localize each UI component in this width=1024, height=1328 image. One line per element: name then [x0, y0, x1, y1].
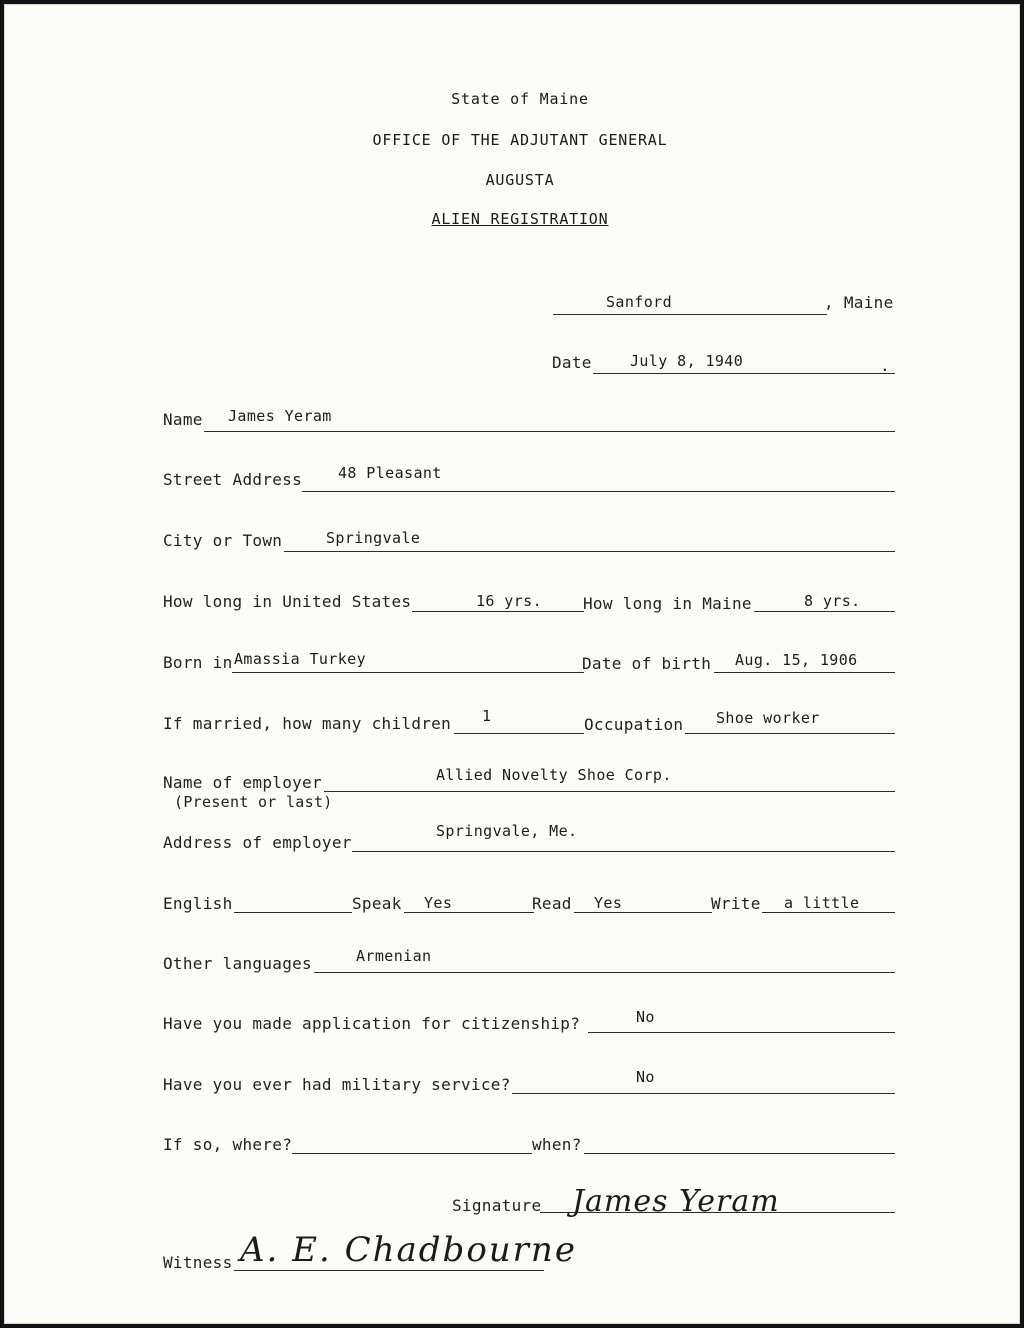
name-label: Name	[163, 410, 203, 429]
town-value: Sanford	[606, 293, 673, 311]
employer-value: Allied Novelty Shoe Corp.	[436, 766, 672, 784]
speak-label: Speak	[352, 894, 402, 913]
city-line	[284, 551, 895, 552]
military-label: Have you ever had military service?	[163, 1075, 511, 1094]
street-label: Street Address	[163, 470, 303, 489]
employer-address-label: Address of employer	[163, 833, 352, 852]
form-title: ALIEN REGISTRATION	[431, 210, 609, 228]
occupation-line	[685, 733, 895, 734]
date-value: July 8, 1940	[630, 352, 744, 370]
state-heading: State of Maine	[451, 90, 589, 108]
city-label: City or Town	[163, 531, 283, 550]
speak-line	[404, 912, 534, 913]
read-label: Read	[532, 894, 572, 913]
children-line	[454, 733, 584, 734]
born-in-value: Amassia Turkey	[234, 650, 367, 668]
employer-address-line	[352, 851, 895, 852]
speak-value: Yes	[424, 894, 453, 912]
registration-form	[4, 4, 1020, 1324]
when-label: when?	[532, 1135, 582, 1154]
date-label: Date	[552, 353, 592, 372]
military-value: No	[636, 1068, 655, 1086]
when-line	[584, 1153, 895, 1154]
witness-label: Witness	[163, 1253, 233, 1272]
military-line	[512, 1093, 895, 1094]
write-value: a little	[784, 894, 860, 912]
employer-line	[324, 791, 895, 792]
english-line	[234, 912, 352, 913]
town-line	[553, 314, 827, 315]
office-heading: OFFICE OF THE ADJUTANT GENERAL	[372, 131, 668, 149]
state-suffix: , Maine	[824, 293, 894, 312]
street-line	[302, 491, 895, 492]
dob-line	[714, 672, 895, 673]
born-in-label: Born in	[163, 653, 233, 672]
street-value: 48 Pleasant	[338, 464, 442, 482]
where-label: If so, where?	[163, 1135, 293, 1154]
city-value: Springvale	[326, 529, 421, 547]
where-line	[292, 1153, 532, 1154]
maine-duration-label: How long in Maine	[583, 594, 752, 613]
born-in-line	[232, 672, 584, 673]
date-end-mark: .	[880, 356, 890, 375]
children-value: 1	[482, 707, 492, 725]
english-label: English	[163, 894, 233, 913]
name-value: James Yeram	[228, 407, 332, 425]
city-heading: AUGUSTA	[485, 171, 555, 189]
children-label: If married, how many children	[163, 714, 452, 733]
read-line	[574, 912, 712, 913]
dob-label: Date of birth	[582, 654, 712, 673]
employer-sublabel: (Present or last)	[174, 793, 333, 811]
citizenship-line	[588, 1032, 895, 1033]
other-languages-line	[314, 972, 895, 973]
write-line	[762, 912, 895, 913]
read-value: Yes	[594, 894, 623, 912]
us-duration-line	[412, 611, 584, 612]
us-duration-value: 16 yrs.	[476, 592, 543, 610]
us-duration-label: How long in United States	[163, 592, 412, 611]
citizenship-value: No	[636, 1008, 655, 1026]
dob-value: Aug. 15, 1906	[735, 651, 858, 669]
name-line	[204, 431, 895, 432]
citizenship-label: Have you made application for citizenship?	[163, 1014, 581, 1033]
other-languages-label: Other languages	[163, 954, 312, 973]
other-languages-value: Armenian	[356, 947, 432, 965]
write-label: Write	[711, 894, 761, 913]
employer-address-value: Springvale, Me.	[436, 822, 578, 840]
employer-label: Name of employer	[163, 773, 322, 792]
occupation-value: Shoe worker	[716, 709, 820, 727]
date-line	[593, 373, 895, 374]
maine-duration-line	[754, 611, 895, 612]
witness-value: A. E. Chadbourne	[240, 1230, 577, 1270]
signature-value: James Yeram	[572, 1184, 780, 1219]
witness-line	[234, 1270, 544, 1271]
occupation-label: Occupation	[584, 715, 684, 734]
signature-label: Signature	[452, 1196, 542, 1215]
maine-duration-value: 8 yrs.	[804, 592, 861, 610]
